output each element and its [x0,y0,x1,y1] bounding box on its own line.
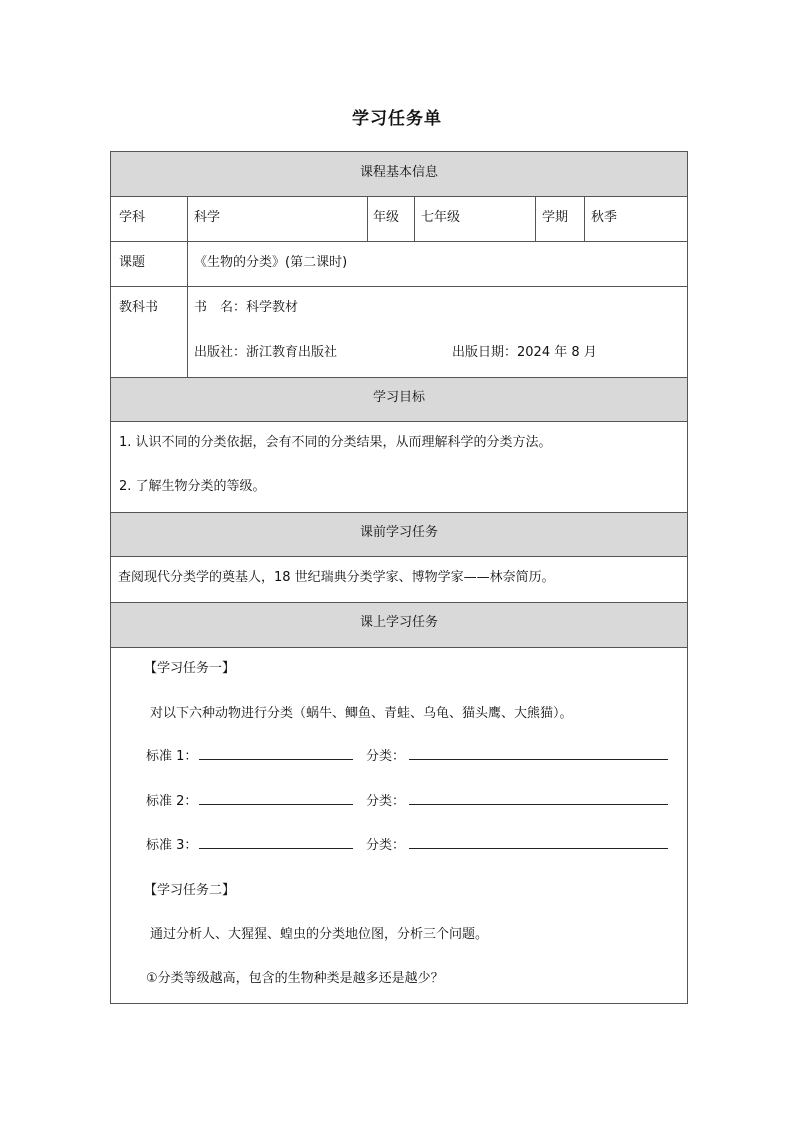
textbook-label: 教科书 [119,300,159,315]
objective-item: 2. 了解生物分类的等级。 [119,479,266,494]
column-divider [414,196,415,241]
pre-class-task-text: 查阅现代分类学的奠基人，18 世纪瑞典分类学家、博物学家——林奈简历。 [118,570,555,585]
column-divider [535,196,536,241]
row-divider [111,377,687,378]
row-divider [111,602,687,603]
column-divider [584,196,585,241]
subject-value: 科学 [194,210,221,225]
standard-1-label: 标准 1： [146,749,198,764]
topic-label: 课题 [119,255,146,270]
task2-instruction: 通过分析人、大猩猩、蝗虫的分类地位图，分析三个问题。 [150,927,489,942]
standard-1-blank[interactable] [199,759,353,760]
row-divider [111,286,687,287]
grade-value: 七年级 [421,210,461,225]
section-header-objectives: 学习目标 [372,390,425,405]
term-label: 学期 [542,210,569,225]
row-divider [111,512,687,513]
section-header-basic-info: 课程基本信息 [359,165,438,180]
publisher: 出版社：浙江教育出版社 [194,345,338,360]
column-divider [367,196,368,241]
term-value: 秋季 [591,210,618,225]
book-name: 书 名：科学教材 [194,300,299,315]
classification-2-blank[interactable] [409,804,668,805]
grade-label: 年级 [373,210,400,225]
row-divider [111,647,687,648]
column-divider [187,196,188,377]
task-sheet-table [110,151,688,1004]
section-header-pre-class: 课前学习任务 [359,525,438,540]
classification-2-label: 分类： [366,794,406,809]
task1-instruction: 对以下六种动物进行分类（蜗牛、鲫鱼、青蛙、乌龟、猫头鹰、大熊猫）。 [150,706,573,721]
classification-3-blank[interactable] [409,848,668,849]
row-divider [111,196,687,197]
task2-question-1: ①分类等级越高，包含的生物种类是越多还是越少？ [146,971,444,986]
task1-heading: 【学习任务一】 [144,661,236,676]
standard-2-label: 标准 2： [146,794,198,809]
row-divider [111,421,687,422]
row-divider [111,556,687,557]
document-title: 学习任务单 [352,109,442,129]
subject-label: 学科 [119,210,146,225]
topic-value: 《生物的分类》(第二课时) [194,255,348,270]
objective-item: 1. 认识不同的分类依据，会有不同的分类结果，从而理解科学的分类方法。 [119,435,552,450]
standard-3-blank[interactable] [199,848,353,849]
task2-heading: 【学习任务二】 [144,883,236,898]
classification-1-label: 分类： [366,749,406,764]
section-header-in-class: 课上学习任务 [359,615,438,630]
standard-3-label: 标准 3： [146,838,198,853]
classification-3-label: 分类： [366,838,406,853]
classification-1-blank[interactable] [409,759,668,760]
publish-date: 出版日期：2024 年 8 月 [452,345,597,360]
standard-2-blank[interactable] [199,804,353,805]
row-divider [111,241,687,242]
